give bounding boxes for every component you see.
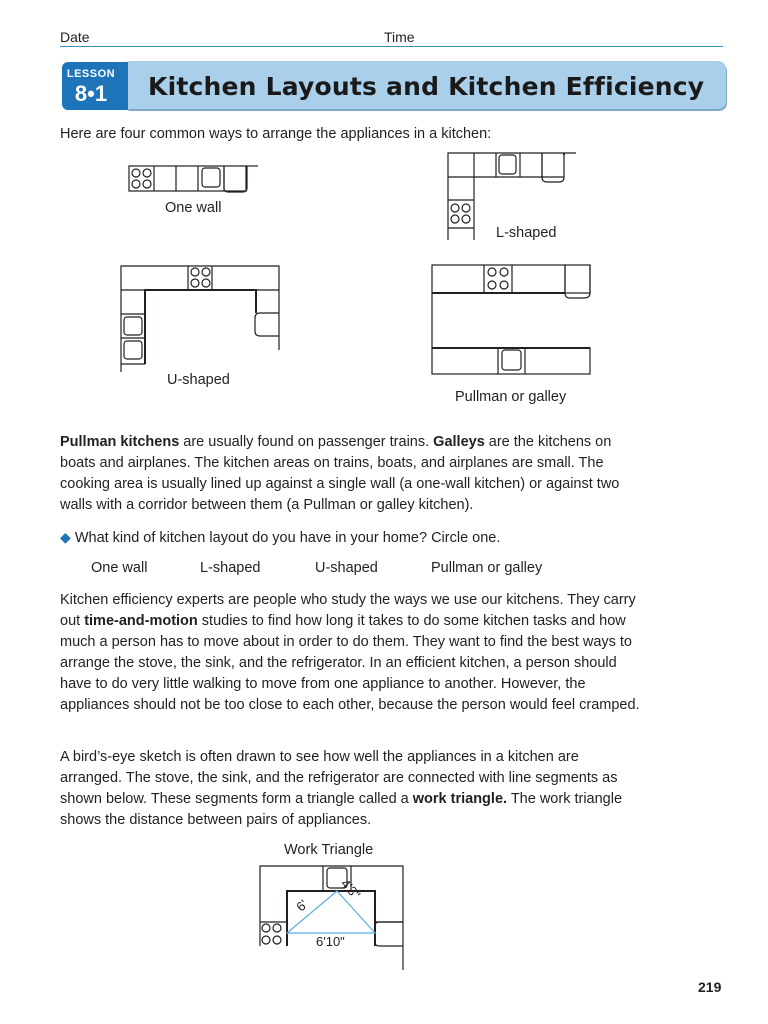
pullman-diagram [432, 265, 590, 374]
side-label-right: 4'3" [337, 876, 364, 903]
work-triangle-diagram [260, 866, 403, 970]
term-galleys: Galleys [433, 434, 485, 450]
term-time-and-motion: time-and-motion [84, 613, 198, 629]
sketch-text-1: A bird’s-eye sketch is often drawn to see how well the appliances in a kitchen are arranged. The stove, the sink, and the refrigerator are connected with line segments as shown below. These segments form a triangle called a [60, 749, 618, 807]
pullman-paragraph [60, 432, 640, 516]
work-triangle-title: Work Triangle [284, 842, 374, 858]
intro-text: Here are four common ways to arrange the appliances in a kitchen: [60, 126, 492, 142]
caption-l-shaped: L-shaped [496, 225, 557, 241]
page-title: Kitchen Layouts and Kitchen Efficiency [148, 72, 705, 101]
efficiency-text-2: studies to find how long it takes to do some kitchen tasks and how much a person has to move about in order to do them. They want to find the best ways to arrange the stove, the sink, and the refrigerator. In an efficient kitchen, a person should have to do very little walking to move from one appliance to another. However, the appliances should not be too close to each other, because the person would feel cramped. [60, 613, 640, 713]
choice-pullman[interactable]: Pullman or galley [431, 560, 543, 576]
choice-one-wall[interactable]: One wall [91, 560, 148, 576]
choice-l-shaped[interactable]: L-shaped [200, 560, 261, 576]
sketch-text-2: The work triangle shows the distance between pairs of appliances. [60, 791, 623, 828]
page-number: 219 [698, 979, 722, 995]
u-shaped-diagram [121, 266, 279, 372]
caption-u-shaped: U-shaped [167, 372, 230, 388]
pullman-text-2: are the kitchens on boats and airplanes. The kitchen areas on trains, boats, and airplanes are small. The cooking area is usually lined up against a single wall (a one-wall kitchen) or against two walls with a corridor between them (a Pullman or galley kitchen). [60, 434, 620, 513]
side-label-left: 6' [293, 896, 311, 915]
lesson-word: LESSON [66, 68, 116, 80]
sketch-paragraph [60, 747, 642, 831]
time-label: Time [384, 29, 415, 45]
one-wall-diagram [129, 166, 258, 192]
term-work-triangle: work triangle. [412, 791, 508, 807]
lesson-number: 8•1 [74, 81, 108, 106]
choice-u-shaped[interactable]: U-shaped [315, 560, 378, 576]
question-text: What kind of kitchen layout do you have in your home? Circle one. [74, 530, 501, 546]
side-label-bottom: 6'10" [316, 934, 345, 949]
efficiency-paragraph [60, 590, 642, 716]
caption-pullman: Pullman or galley [455, 389, 567, 405]
diamond-bullet-icon: ◆ [60, 529, 71, 545]
efficiency-text-1: Kitchen efficiency experts are people who study the ways we use our kitchens. They carry out [60, 592, 636, 629]
pullman-text-1: are usually found on passenger trains. [179, 434, 434, 450]
caption-one-wall: One wall [165, 200, 222, 216]
date-label: Date [60, 29, 90, 45]
question [60, 527, 660, 549]
term-pullman: Pullman kitchens [60, 434, 180, 450]
